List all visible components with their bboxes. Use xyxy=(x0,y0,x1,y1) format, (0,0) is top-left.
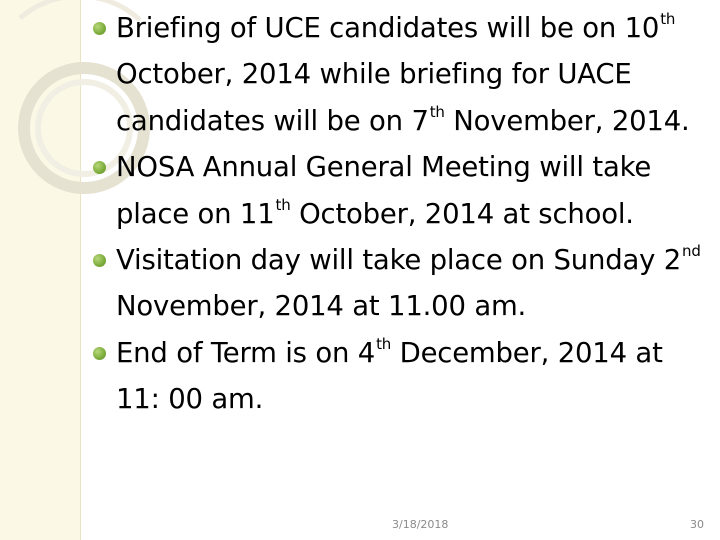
bullet-end-of-term xyxy=(92,330,714,423)
bullet-text: Briefing of UCE candidates will be on 10th October, 2014 while briefing for UACE candidates will be on 7th November, 2014. xyxy=(116,10,690,137)
bullet-uce-briefing xyxy=(92,5,714,144)
footer-date: 3/18/2018 xyxy=(392,518,449,531)
bullet-nosa-meeting xyxy=(92,144,714,237)
bullet-dot-icon xyxy=(93,22,106,35)
bullet-visitation-day xyxy=(92,237,714,330)
bullet-dot-icon xyxy=(93,254,106,267)
bullet-text: NOSA Annual General Meeting will take place on 11th October, 2014 at school. xyxy=(116,151,652,230)
bullet-text: Visitation day will take place on Sunday 2nd November, 2014 at 11.00 am. xyxy=(116,242,701,323)
bullet-dot-icon xyxy=(93,347,106,360)
bullet-dot-icon xyxy=(93,161,106,174)
slide-content xyxy=(92,5,714,423)
slide-page-number: 30 xyxy=(690,518,704,531)
bullet-text: End of Term is on 4th December, 2014 at 11: 00 am. xyxy=(116,334,663,416)
